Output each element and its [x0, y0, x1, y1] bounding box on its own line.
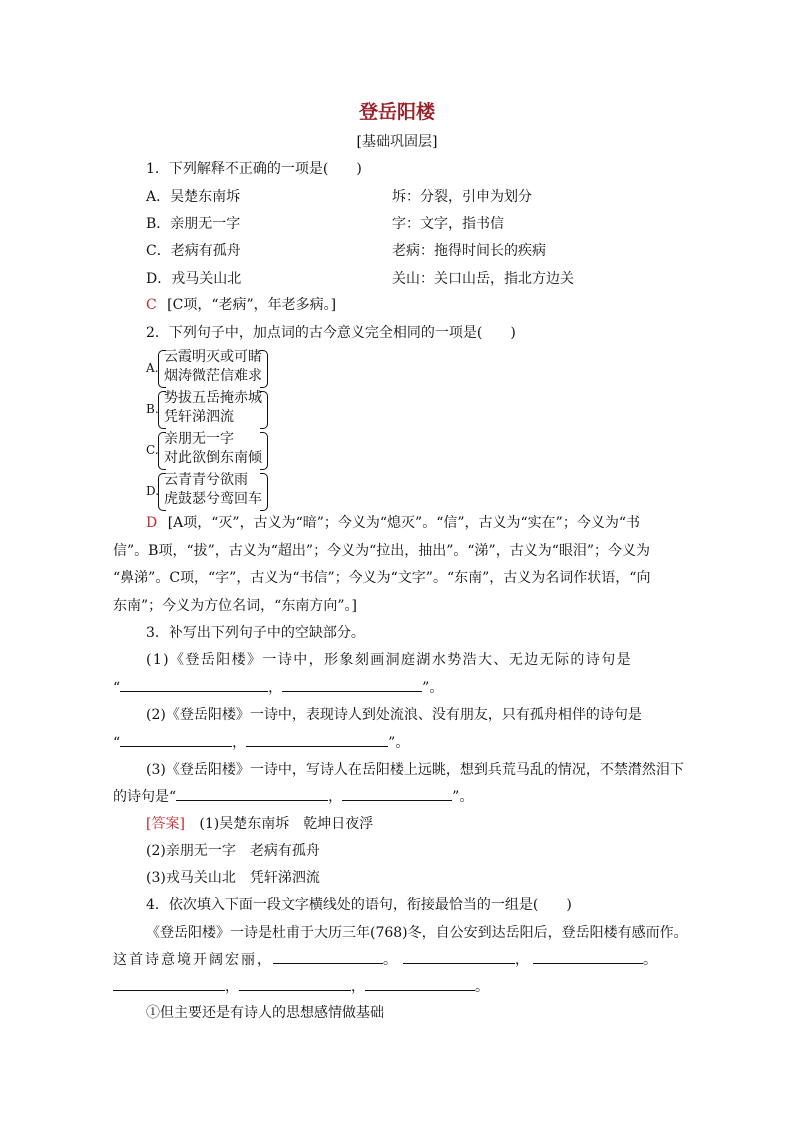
- open-quote: “: [113, 680, 121, 696]
- q1-option-c-gloss: 老病：拖得时间长的疾病: [392, 243, 546, 259]
- comma: ，: [225, 979, 239, 995]
- comma: ，: [351, 979, 365, 995]
- q1-answer-text: [C项，“老病”，年老多病。]: [167, 297, 337, 313]
- q2-answer-line2: 信”。B项，“拔”，古义为“超出”；今义为“拉出，抽出”。“涕”，古义为“眼泪”；今义为: [113, 543, 651, 559]
- q4-passage-line2: [113, 949, 657, 971]
- q3-part1-blanks: [113, 677, 443, 699]
- close-quote: ”。: [452, 789, 474, 805]
- q2-option-line2: 烟涛微茫信难求: [164, 368, 262, 384]
- q1-option-d-gloss: 关山：关口山岳，指北方边关: [392, 271, 574, 287]
- q1-option-c: C．老病有孤舟: [146, 243, 241, 259]
- q3-answer-3: (3)戎马关山北 凭轩涕泗流: [146, 870, 320, 886]
- q2-option-d: [146, 471, 276, 511]
- q2-option-line2: 虎鼓瑟兮鸾回车: [164, 491, 262, 507]
- comma: ，: [328, 789, 343, 805]
- q2-answer-text: [A项，“灭”，古义为“暗”；今义为“熄灭”。“信”，古义为“实在”；今义为“书: [167, 515, 640, 531]
- q4-option-1: ①但主要还是有诗人的思想感情做基础: [146, 1005, 384, 1021]
- q3-stem: 3．补写出下列句子中的空缺部分。: [146, 625, 365, 641]
- q2-option-line1: 亲朋无一字: [164, 431, 234, 447]
- right-brace-icon: [260, 350, 268, 388]
- q3-part3-prompt: (3)《登岳阳楼》一诗中，写诗人在岳阳楼上远眺，想到兵荒马乱的情况，不禁潸然泪下: [146, 762, 684, 778]
- blank-line[interactable]: [273, 949, 383, 964]
- q2-answer-line4: 东南”；今义为方位名词，“东南方向”。]: [113, 598, 357, 614]
- period: 。: [475, 979, 489, 995]
- q1-option-d: D．戎马关山北: [146, 271, 242, 287]
- q2-option-letter: B.: [146, 402, 159, 416]
- blank-line[interactable]: [342, 786, 452, 801]
- q2-option-letter: A.: [146, 361, 159, 375]
- q3-part1-prompt: (1)《登岳阳楼》一诗中，形象刻画洞庭湖水势浩大、无边无际的诗句是: [146, 652, 633, 668]
- blank-line[interactable]: [365, 976, 475, 991]
- q3-part3-blanks: [113, 786, 473, 808]
- q1-stem: 1．下列解释不正确的一项是( ): [146, 161, 362, 177]
- q3-part2-blanks: [113, 732, 409, 754]
- comma: ，: [515, 952, 529, 968]
- q2-option-letter: D.: [146, 484, 160, 498]
- answer-label: [答案]: [146, 816, 185, 832]
- q2-option-b: [146, 389, 276, 429]
- right-brace-icon: [260, 432, 268, 470]
- document-title: 登岳阳楼: [358, 101, 435, 123]
- close-quote: ”。: [388, 735, 410, 751]
- q3-answer-1: (1)吴楚东南坼 乾坤日夜浮: [199, 816, 374, 832]
- right-brace-icon: [260, 473, 268, 511]
- q2-option-line2: 凭轩涕泗流: [164, 409, 234, 425]
- q3-answer-line1: [146, 813, 373, 835]
- blank-line[interactable]: [239, 976, 351, 991]
- q2-answer-line1: [146, 512, 640, 534]
- q2-option-a: [146, 348, 276, 388]
- right-brace-icon: [260, 391, 268, 429]
- close-quote: ”。: [422, 680, 444, 696]
- q3-part2-prompt: (2)《登岳阳楼》一诗中，表现诗人到处流浪、没有朋友，只有孤舟相伴的诗句是: [146, 707, 642, 723]
- q1-answer: [146, 294, 336, 316]
- q4-passage-prefix: 这首诗意境开阔宏丽，: [113, 952, 273, 968]
- blank-line[interactable]: [403, 949, 515, 964]
- q3-part3-prefix: 的诗句是: [113, 789, 169, 805]
- q1-option-a-gloss: 坼：分裂，引申为划分: [392, 189, 532, 205]
- blank-line[interactable]: [113, 976, 225, 991]
- q2-stem: 2．下列句子中，加点词的古今意义完全相同的一项是( ): [146, 325, 516, 341]
- q1-option-b: B．亲朋无一字: [146, 216, 241, 232]
- q1-option-a: A．吴楚东南坼: [146, 189, 241, 205]
- blank-line[interactable]: [120, 677, 268, 692]
- q1-option-b-gloss: 字：文字，指书信: [392, 216, 504, 232]
- blank-line[interactable]: [176, 786, 328, 801]
- q2-option-c: [146, 430, 276, 470]
- q2-option-line1: 势拔五岳掩赤城: [164, 390, 262, 406]
- q2-option-letter: C.: [146, 443, 159, 457]
- q1-answer-letter: C: [146, 297, 157, 313]
- q3-answer-2: (2)亲朋无一字 老病有孤舟: [146, 843, 320, 859]
- open-quote: “: [113, 735, 121, 751]
- open-quote: “: [169, 789, 177, 805]
- q2-option-line1: 云霞明灭或可睹: [164, 349, 262, 365]
- q2-answer-letter: D: [146, 515, 158, 531]
- q4-passage-line1: 《登岳阳楼》一诗是杜甫于大历三年(768)冬，自公安到达岳阳后，登岳阳楼有感而作。: [146, 925, 688, 941]
- comma: ，: [232, 735, 247, 751]
- period: 。: [383, 952, 397, 968]
- blank-line[interactable]: [282, 677, 422, 692]
- period: 。: [643, 952, 657, 968]
- blank-line[interactable]: [246, 732, 388, 747]
- section-label: [基础巩固层]: [356, 134, 438, 150]
- comma: ，: [268, 680, 283, 696]
- blank-line[interactable]: [120, 732, 232, 747]
- q4-passage-line3: [113, 976, 489, 998]
- q2-option-line1: 云青青兮欲雨: [164, 472, 248, 488]
- blank-line[interactable]: [533, 949, 643, 964]
- q2-option-line2: 对此欲倒东南倾: [164, 450, 262, 466]
- q2-answer-line3: “鼻涕”。C项，“字”，古义为“书信”；今义为“文字”。“东南”，古义为名词作状语，“向: [113, 570, 651, 586]
- q4-stem: 4．依次填入下面一段文字横线处的语句，衔接最恰当的一组是( ): [146, 897, 572, 913]
